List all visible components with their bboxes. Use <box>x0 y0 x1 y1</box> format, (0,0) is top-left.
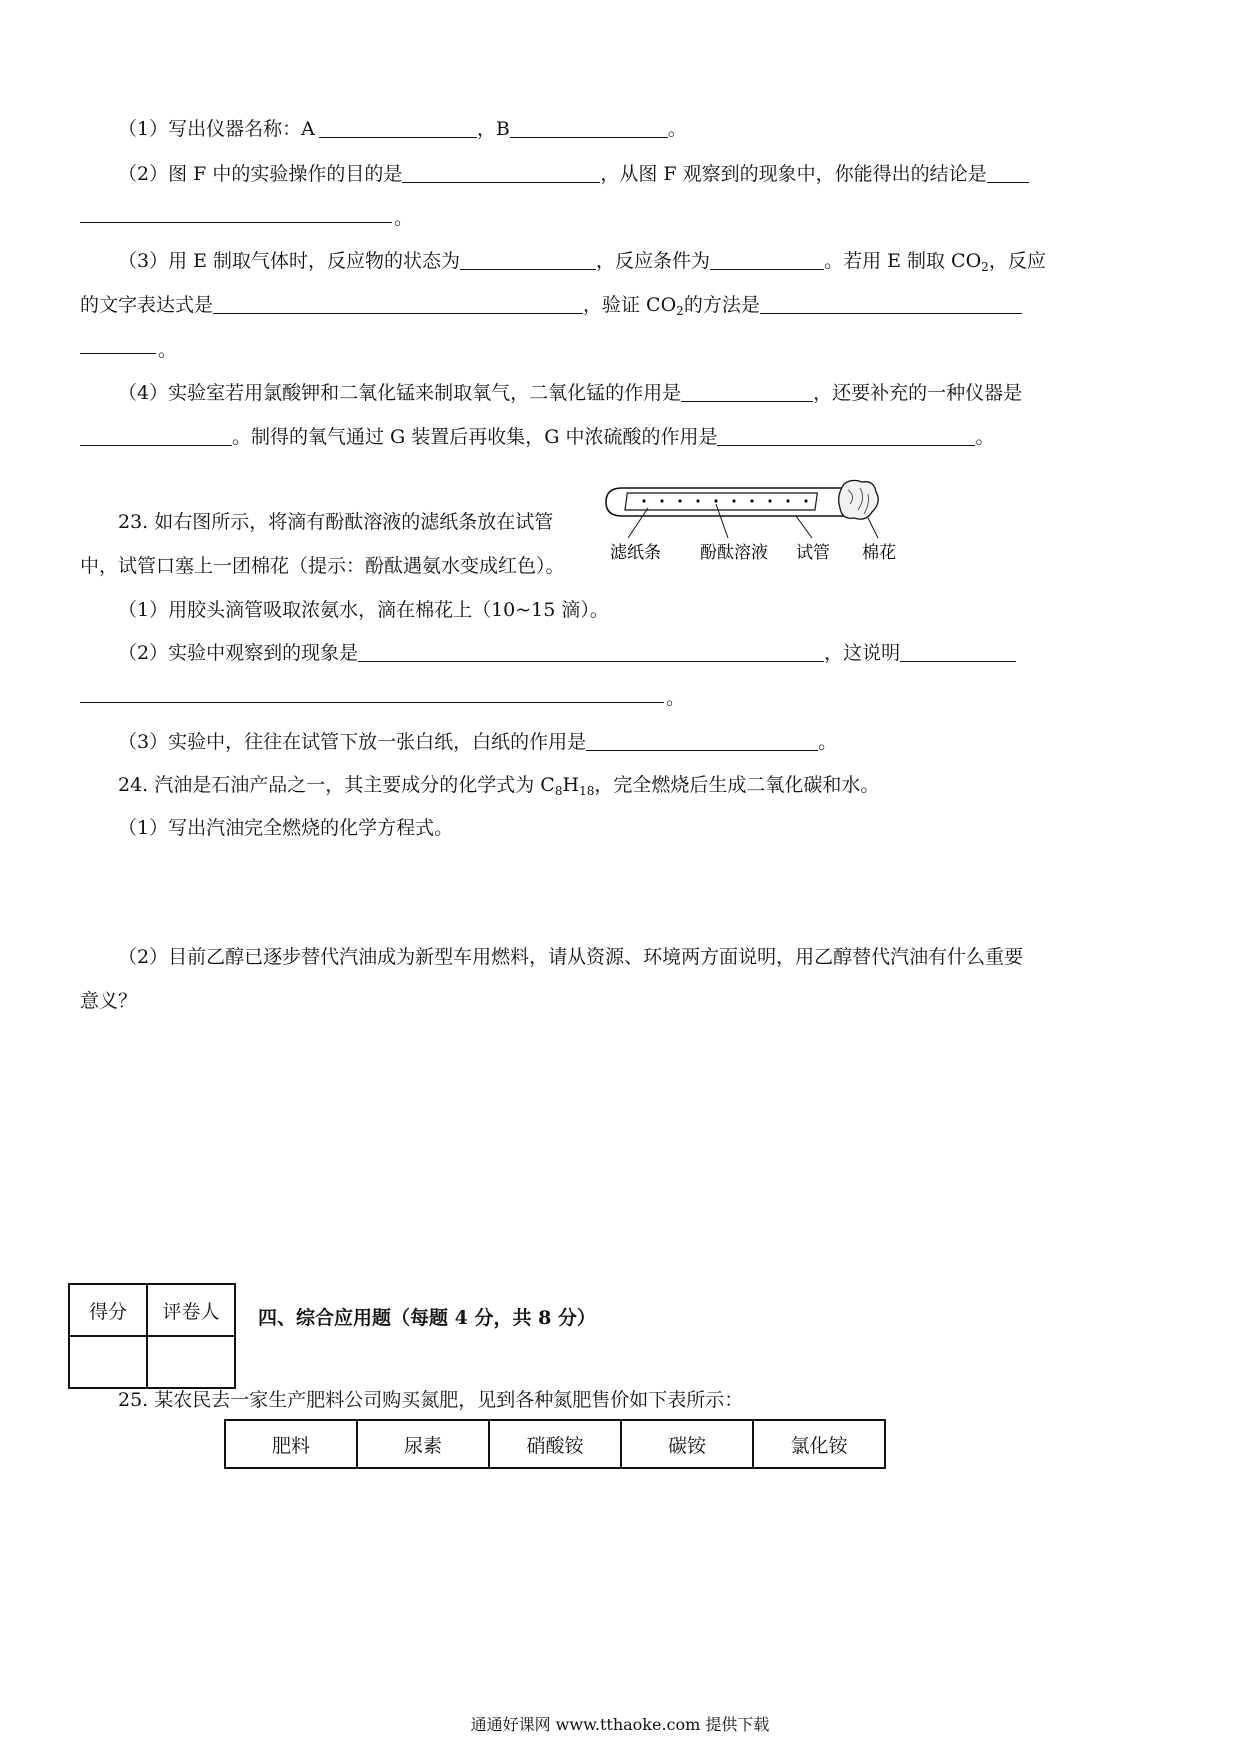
page-footer: 通通好课网 www.tthaoke.com 提供下载 <box>470 1715 770 1734</box>
table-row <box>225 1420 885 1468</box>
label-phenolphthalein: 酚酞溶液 <box>700 543 768 563</box>
answer-blank <box>717 425 975 446</box>
q22-part4-line2: 。制得的氧气通过 G 装置后再收集，G 中浓硫酸的作用是 。 <box>80 424 995 450</box>
answer-blank <box>760 293 1022 314</box>
grader-header: 评卷人 <box>147 1284 235 1336</box>
answer-blank <box>510 117 668 138</box>
q23-part3: （3）实验中，往往在试管下放一张白纸，白纸的作用是 。 <box>118 731 838 753</box>
answer-blank <box>681 381 813 402</box>
score-cell <box>69 1336 147 1388</box>
grader-cell <box>147 1336 235 1388</box>
answer-blank <box>80 702 664 703</box>
q22-part3-line2: 的文字表达式是 ，验证 $CO_2$的方法是 <box>80 292 1022 324</box>
test-tube-diagram <box>600 474 900 570</box>
answer-blank <box>358 641 824 662</box>
answer-blank <box>710 249 824 270</box>
label-test-tube: 试管 <box>796 543 830 563</box>
score-header: 得分 <box>69 1284 147 1336</box>
q22-part2-end: 。 <box>394 207 414 229</box>
q23-intro-line2: 中，试管口塞上一团棉花（提示：酚酞遇氨水变成红色）。 <box>80 555 565 577</box>
q25-intro: 25. 某农民去一家生产肥料公司购买氮肥，见到各种氮肥售价如下表所示： <box>118 1389 744 1411</box>
answer-blank <box>460 249 596 270</box>
q22-part4: （4）实验室若用氯酸钾和二氧化锰来制取氧气，二氧化锰的作用是 ，还要补充的一种仪器是 <box>118 382 1023 404</box>
q24-part2-line2: 意义？ <box>80 990 138 1012</box>
q22-part3-end: 。 <box>158 339 178 361</box>
answer-blank <box>80 222 392 223</box>
q24-part1: （1）写出汽油完全燃烧的化学方程式。 <box>118 817 454 839</box>
q24-intro: 24. 汽油是石油产品之一，其主要成分的化学式为 $C_8H_{18}$，完全燃烧后生成二氧化碳和水。 <box>118 774 880 798</box>
answer-blank <box>900 641 1016 662</box>
answer-blank <box>80 425 232 446</box>
label-filter-paper: 滤纸条 <box>610 543 661 563</box>
label-cotton: 棉花 <box>862 543 896 563</box>
answer-blank <box>987 162 1029 183</box>
table-header-cell: 尿素 <box>357 1420 489 1468</box>
q23-intro-line1: 23. 如右图所示，将滴有酚酞溶液的滤纸条放在试管 <box>118 511 554 533</box>
answer-blank <box>586 730 818 751</box>
table-header-cell: 肥料 <box>225 1420 357 1468</box>
score-table <box>68 1283 236 1389</box>
answer-blank <box>319 117 477 138</box>
test-tube <box>606 488 850 516</box>
q22-part1: （1）写出仪器名称：A ，B 。 <box>118 118 687 140</box>
q23-part2: （2）实验中观察到的现象是 ，这说明 <box>118 640 1016 666</box>
q23-part1: （1）用胶头滴管吸取浓氨水，滴在棉花上（10~15 滴）。 <box>118 599 609 621</box>
q24-part2-line1: （2）目前乙醇已逐步替代汽油成为新型车用燃料，请从资源、环境两方面说明，用乙醇替代汽油有什么重要 <box>118 946 1024 968</box>
q22-part3: （3）用 E 制取气体时，反应物的状态为 ，反应条件为 。若用 E 制取 $CO_2$，反应 <box>118 250 1046 274</box>
answer-blank <box>402 162 600 183</box>
table-header-cell: 碳铵 <box>621 1420 753 1468</box>
q23-part2-end: 。 <box>666 687 686 709</box>
q22-part2: （2）图 F 中的实验操作的目的是 ，从图 F 观察到的现象中，你能得出的结论是 <box>118 161 1029 187</box>
answer-blank <box>213 293 583 314</box>
table-header-cell: 硝酸铵 <box>489 1420 621 1468</box>
phenolphthalein-drops <box>642 499 807 502</box>
table-header-cell: 氯化铵 <box>753 1420 885 1468</box>
answer-blank <box>80 353 156 354</box>
section-title: 四、综合应用题（每题 4 分，共 8 分） <box>258 1307 596 1329</box>
cotton-plug <box>839 480 879 519</box>
q22-part1-prefix: （1）写出仪器名称：A <box>118 118 315 140</box>
fertilizer-price-table <box>224 1419 886 1469</box>
